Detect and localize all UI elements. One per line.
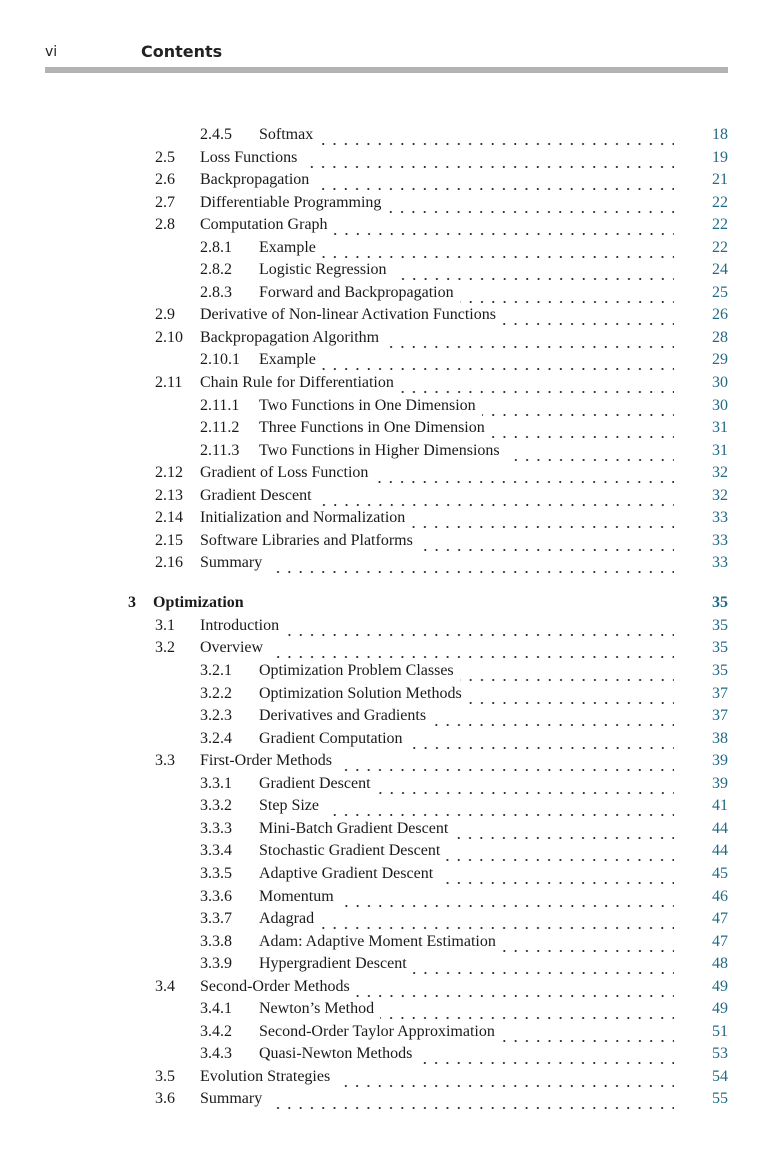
toc-entry-title: Mini-Batch Gradient Descent xyxy=(259,819,449,837)
toc-entry-page[interactable]: 22 xyxy=(712,238,728,256)
dot-leader xyxy=(491,419,674,439)
toc-entry[interactable] xyxy=(0,887,778,910)
toc-entry[interactable] xyxy=(0,616,778,639)
toc-entry-number: 2.8.3 xyxy=(200,283,232,301)
dot-leader xyxy=(268,1090,674,1110)
toc-entry-number: 3.1 xyxy=(155,616,175,634)
toc-entry-page[interactable]: 55 xyxy=(712,1090,728,1108)
toc-entry-page[interactable]: 32 xyxy=(712,464,728,482)
toc-entry-title: Second-Order Methods xyxy=(200,977,350,995)
toc-entry-page[interactable]: 41 xyxy=(712,797,728,815)
toc-entry-title: Quasi-Newton Methods xyxy=(259,1045,413,1063)
toc-entry-title: Second-Order Taylor Approximation xyxy=(259,1022,495,1040)
toc-entry-title: Gradient Descent xyxy=(200,486,312,504)
toc-entry-number: 3.5 xyxy=(155,1067,175,1085)
toc-entry-number: 2.10.1 xyxy=(200,351,240,369)
toc-entry-number: 2.8.1 xyxy=(200,238,232,256)
dot-leader xyxy=(374,464,674,484)
toc-entry[interactable] xyxy=(0,661,778,684)
toc-entry[interactable] xyxy=(0,729,778,752)
toc-entry[interactable] xyxy=(0,260,778,283)
toc-entry[interactable] xyxy=(0,977,778,1000)
dot-leader xyxy=(387,194,674,214)
toc-entry[interactable] xyxy=(0,841,778,864)
toc-entry-page[interactable]: 35 xyxy=(712,639,728,657)
toc-entry[interactable] xyxy=(0,1044,778,1067)
toc-entry-title: Software Libraries and Platforms xyxy=(200,531,413,549)
toc-entry-number: 3.2.1 xyxy=(200,662,232,680)
toc-entry-page[interactable]: 44 xyxy=(712,819,728,837)
toc-entry[interactable] xyxy=(0,441,778,464)
toc-chapter[interactable] xyxy=(0,576,778,616)
dot-leader xyxy=(322,239,674,259)
toc-entry-page[interactable]: 33 xyxy=(712,531,728,549)
toc-entry[interactable] xyxy=(0,531,778,554)
toc-entry[interactable] xyxy=(0,1022,778,1045)
toc-entry[interactable] xyxy=(0,954,778,977)
toc-entry-title: Chain Rule for Differentiation xyxy=(200,374,394,392)
toc-entry-page[interactable]: 53 xyxy=(712,1045,728,1063)
dot-leader xyxy=(501,1023,674,1043)
toc-entry-title: Stochastic Gradient Descent xyxy=(259,842,441,860)
dot-leader xyxy=(320,910,674,930)
dot-leader xyxy=(460,284,674,304)
toc-entry-page[interactable]: 39 xyxy=(712,752,728,770)
toc-entry-number: 3.3.8 xyxy=(200,932,232,950)
toc-entry-number: 3.3.3 xyxy=(200,819,232,837)
dot-leader xyxy=(468,685,674,705)
toc-entry-title: Backpropagation xyxy=(200,171,310,189)
toc-entry-page[interactable]: 24 xyxy=(712,261,728,279)
toc-entry-number: 3.3.4 xyxy=(200,842,232,860)
toc-entry-page[interactable]: 19 xyxy=(712,148,728,166)
dot-leader xyxy=(380,1000,674,1020)
dot-leader xyxy=(340,888,674,908)
toc-entry-page[interactable]: 39 xyxy=(712,774,728,792)
toc-entry-title: Summary xyxy=(200,1090,263,1108)
toc-entry-page[interactable]: 30 xyxy=(712,374,728,392)
toc-entry-page[interactable]: 33 xyxy=(712,509,728,527)
toc-entry[interactable] xyxy=(0,350,778,373)
dot-leader xyxy=(285,617,674,637)
toc-entry-title: Gradient Computation xyxy=(259,729,403,747)
toc-entry-number: 2.11.3 xyxy=(200,441,240,459)
toc-entry[interactable] xyxy=(0,193,778,216)
toc-entry-page[interactable]: 46 xyxy=(712,887,728,905)
dot-leader xyxy=(325,797,674,817)
toc-entry-title: Optimization xyxy=(153,593,244,611)
toc-entry[interactable] xyxy=(0,283,778,306)
toc-entry-number: 2.11.2 xyxy=(200,419,240,437)
toc-entry-title: Hypergradient Descent xyxy=(259,955,407,973)
toc-entry-page[interactable]: 22 xyxy=(712,193,728,211)
toc-entry-title: Two Functions in One Dimension xyxy=(259,396,476,414)
toc-entry-page[interactable]: 32 xyxy=(712,486,728,504)
toc-entry-page[interactable]: 51 xyxy=(712,1022,728,1040)
toc-entry-title: Logistic Regression xyxy=(259,261,387,279)
toc-entry-title: Example xyxy=(259,238,316,256)
toc-entry-number: 2.11 xyxy=(155,374,183,392)
dot-leader xyxy=(502,933,674,953)
toc-entry-number: 2.11.1 xyxy=(200,396,240,414)
toc-entry-title: Optimization Problem Classes xyxy=(259,662,454,680)
toc-entry-page[interactable]: 45 xyxy=(712,864,728,882)
dot-leader xyxy=(385,329,674,349)
toc-entry-page[interactable]: 28 xyxy=(712,328,728,346)
toc-entry-title: Forward and Backpropagation xyxy=(259,283,454,301)
toc-entry-number: 3.4.1 xyxy=(200,1000,232,1018)
toc-entry-number: 3.2 xyxy=(155,639,175,657)
running-header xyxy=(45,40,728,74)
toc-entry-title: Softmax xyxy=(259,126,314,143)
toc-entry-number: 3.3.5 xyxy=(200,864,232,882)
toc-entry-number: 3.2.4 xyxy=(200,729,232,747)
dot-leader xyxy=(268,554,674,574)
dot-leader xyxy=(502,306,674,326)
toc-entry[interactable] xyxy=(0,148,778,171)
toc-entry-title: Adam: Adaptive Moment Estimation xyxy=(259,932,496,950)
toc-entry[interactable] xyxy=(0,1089,778,1112)
toc-entry-number: 2.10 xyxy=(155,328,183,346)
toc-entry-page[interactable]: 35 xyxy=(712,662,728,680)
toc-entry-title: Newton’s Method xyxy=(259,1000,375,1018)
toc-entry-page[interactable]: 38 xyxy=(712,729,728,747)
toc-entry-number: 2.6 xyxy=(155,171,175,189)
dot-leader xyxy=(409,730,674,750)
dot-leader xyxy=(439,865,674,885)
toc-entry-title: Derivatives and Gradients xyxy=(259,707,427,725)
toc-entry-number: 3 xyxy=(128,593,136,611)
toc-entry-page[interactable]: 31 xyxy=(712,441,728,459)
dot-leader xyxy=(318,487,674,507)
toc-entry[interactable] xyxy=(0,932,778,955)
dot-leader xyxy=(338,752,674,772)
toc-entry-number: 2.4.5 xyxy=(200,126,232,143)
toc-entry[interactable] xyxy=(0,215,778,238)
toc-entry-number: 3.3.2 xyxy=(200,797,232,815)
toc-entry-number: 2.16 xyxy=(155,554,183,572)
toc-entry-page[interactable]: 49 xyxy=(712,977,728,995)
toc-entry-title: Gradient of Loss Function xyxy=(200,464,369,482)
toc-entry-number: 2.13 xyxy=(155,486,183,504)
toc-entry-title: Adaptive Gradient Descent xyxy=(259,864,434,882)
toc-entry-number: 3.2.3 xyxy=(200,707,232,725)
dot-leader xyxy=(269,639,674,659)
toc-entry-number: 2.12 xyxy=(155,464,183,482)
toc-entry-title: Backpropagation Algorithm xyxy=(200,328,380,346)
toc-entry[interactable] xyxy=(0,373,778,396)
toc-entry-title: Momentum xyxy=(259,887,334,905)
dot-leader xyxy=(315,171,674,191)
toc-entry-page[interactable]: 49 xyxy=(712,1000,728,1018)
toc-entry-number: 2.7 xyxy=(155,193,175,211)
toc-entry-number: 3.4.2 xyxy=(200,1022,232,1040)
dot-leader xyxy=(419,532,674,552)
toc-entry-number: 2.15 xyxy=(155,531,183,549)
dot-leader xyxy=(322,351,674,371)
toc-entry[interactable] xyxy=(0,864,778,887)
toc-entry-number: 3.3.7 xyxy=(200,910,232,928)
toc-entry-number: 3.3 xyxy=(155,752,175,770)
toc-entry-page[interactable]: 37 xyxy=(712,707,728,725)
dot-leader xyxy=(377,775,674,795)
toc-entry-number: 3.4 xyxy=(155,977,175,995)
toc-entry[interactable] xyxy=(0,238,778,261)
toc-entry-title: Adagrad xyxy=(259,910,315,928)
toc-entry-page[interactable]: 33 xyxy=(712,554,728,572)
toc-entry-number: 2.8.2 xyxy=(200,261,232,279)
dot-leader xyxy=(446,842,674,862)
toc-entry-page[interactable]: 48 xyxy=(712,955,728,973)
toc-entry[interactable] xyxy=(0,553,778,576)
toc-entry-title: Gradient Descent xyxy=(259,774,371,792)
toc-entry[interactable] xyxy=(0,508,778,531)
dot-leader xyxy=(336,1068,674,1088)
toc-entry[interactable] xyxy=(0,774,778,797)
toc-entry-page[interactable]: 37 xyxy=(712,684,728,702)
toc-entry-title: Optimization Solution Methods xyxy=(259,684,462,702)
table-of-contents xyxy=(0,125,778,1112)
page-number: vi xyxy=(45,44,58,60)
toc-entry[interactable] xyxy=(0,328,778,351)
toc-entry-title: Derivative of Non-linear Activation Functions xyxy=(200,306,496,324)
header-rule xyxy=(45,67,728,73)
toc-entry-page[interactable]: 30 xyxy=(712,396,728,414)
toc-entry[interactable] xyxy=(0,418,778,441)
dot-leader xyxy=(413,955,674,975)
toc-entry-title: Loss Functions xyxy=(200,148,298,166)
toc-entry-title: Summary xyxy=(200,554,263,572)
dot-leader xyxy=(303,149,674,169)
toc-entry[interactable] xyxy=(0,486,778,509)
toc-entry-number: 3.2.2 xyxy=(200,684,232,702)
toc-entry-number: 3.4.3 xyxy=(200,1045,232,1063)
toc-entry[interactable] xyxy=(0,396,778,419)
toc-entry[interactable] xyxy=(0,125,778,148)
toc-entry[interactable] xyxy=(0,999,778,1022)
dot-leader xyxy=(506,442,674,462)
toc-entry[interactable] xyxy=(0,305,778,328)
toc-entry[interactable] xyxy=(0,638,778,661)
toc-entry-title: Introduction xyxy=(200,616,280,634)
toc-entry-page[interactable]: 35 xyxy=(712,593,728,611)
toc-entry-number: 2.8 xyxy=(155,216,175,234)
toc-entry[interactable] xyxy=(0,706,778,729)
toc-entry-page[interactable]: 47 xyxy=(712,932,728,950)
toc-entry-number: 3.3.6 xyxy=(200,887,232,905)
toc-entry-number: 2.5 xyxy=(155,148,175,166)
dot-leader xyxy=(393,261,674,281)
toc-entry-title: Overview xyxy=(200,639,264,657)
toc-entry-title: Three Functions in One Dimension xyxy=(259,419,485,437)
toc-entry-title: Step Size xyxy=(259,797,319,815)
toc-entry-number: 3.3.9 xyxy=(200,955,232,973)
toc-entry[interactable] xyxy=(0,909,778,932)
toc-entry-page[interactable]: 31 xyxy=(712,419,728,437)
toc-entry-page[interactable]: 22 xyxy=(712,216,728,234)
toc-entry-number: 3.6 xyxy=(155,1090,175,1108)
toc-entry-number: 3.3.1 xyxy=(200,774,232,792)
toc-entry-title: Two Functions in Higher Dimensions xyxy=(259,441,500,459)
toc-entry-page[interactable]: 47 xyxy=(712,910,728,928)
toc-entry-title: Example xyxy=(259,351,316,369)
toc-entry-page[interactable]: 26 xyxy=(712,306,728,324)
dot-leader xyxy=(319,126,674,146)
dot-leader xyxy=(356,978,674,998)
toc-entry-title: First-Order Methods xyxy=(200,752,332,770)
dot-leader xyxy=(482,397,674,417)
dot-leader xyxy=(334,216,674,236)
toc-entry-page[interactable]: 29 xyxy=(712,351,728,369)
toc-entry[interactable] xyxy=(0,751,778,774)
dot-leader xyxy=(432,707,674,727)
toc-entry-title: Evolution Strategies xyxy=(200,1067,331,1085)
dot-leader xyxy=(460,662,674,682)
toc-entry[interactable] xyxy=(0,1067,778,1090)
dot-leader xyxy=(418,1045,674,1065)
toc-entry-page[interactable]: 21 xyxy=(712,171,728,189)
toc-entry-page[interactable]: 54 xyxy=(712,1067,728,1085)
toc-entry[interactable] xyxy=(0,796,778,819)
toc-entry-page[interactable]: 25 xyxy=(712,283,728,301)
dot-leader xyxy=(454,820,674,840)
toc-entry[interactable] xyxy=(0,684,778,707)
toc-entry-page[interactable]: 35 xyxy=(712,616,728,634)
toc-entry[interactable] xyxy=(0,463,778,486)
toc-entry-title: Differentiable Programming xyxy=(200,193,382,211)
toc-entry-page[interactable]: 18 xyxy=(712,126,728,143)
toc-entry[interactable] xyxy=(0,819,778,842)
toc-entry-title: Initialization and Normalization xyxy=(200,509,406,527)
toc-entry-title: Computation Graph xyxy=(200,216,328,234)
toc-entry-number: 2.14 xyxy=(155,509,183,527)
toc-entry-number: 2.9 xyxy=(155,306,175,324)
toc-entry[interactable] xyxy=(0,170,778,193)
header-title: Contents xyxy=(141,42,223,61)
dot-leader xyxy=(411,509,674,529)
toc-entry-page[interactable]: 44 xyxy=(712,842,728,860)
dot-leader xyxy=(400,374,674,394)
